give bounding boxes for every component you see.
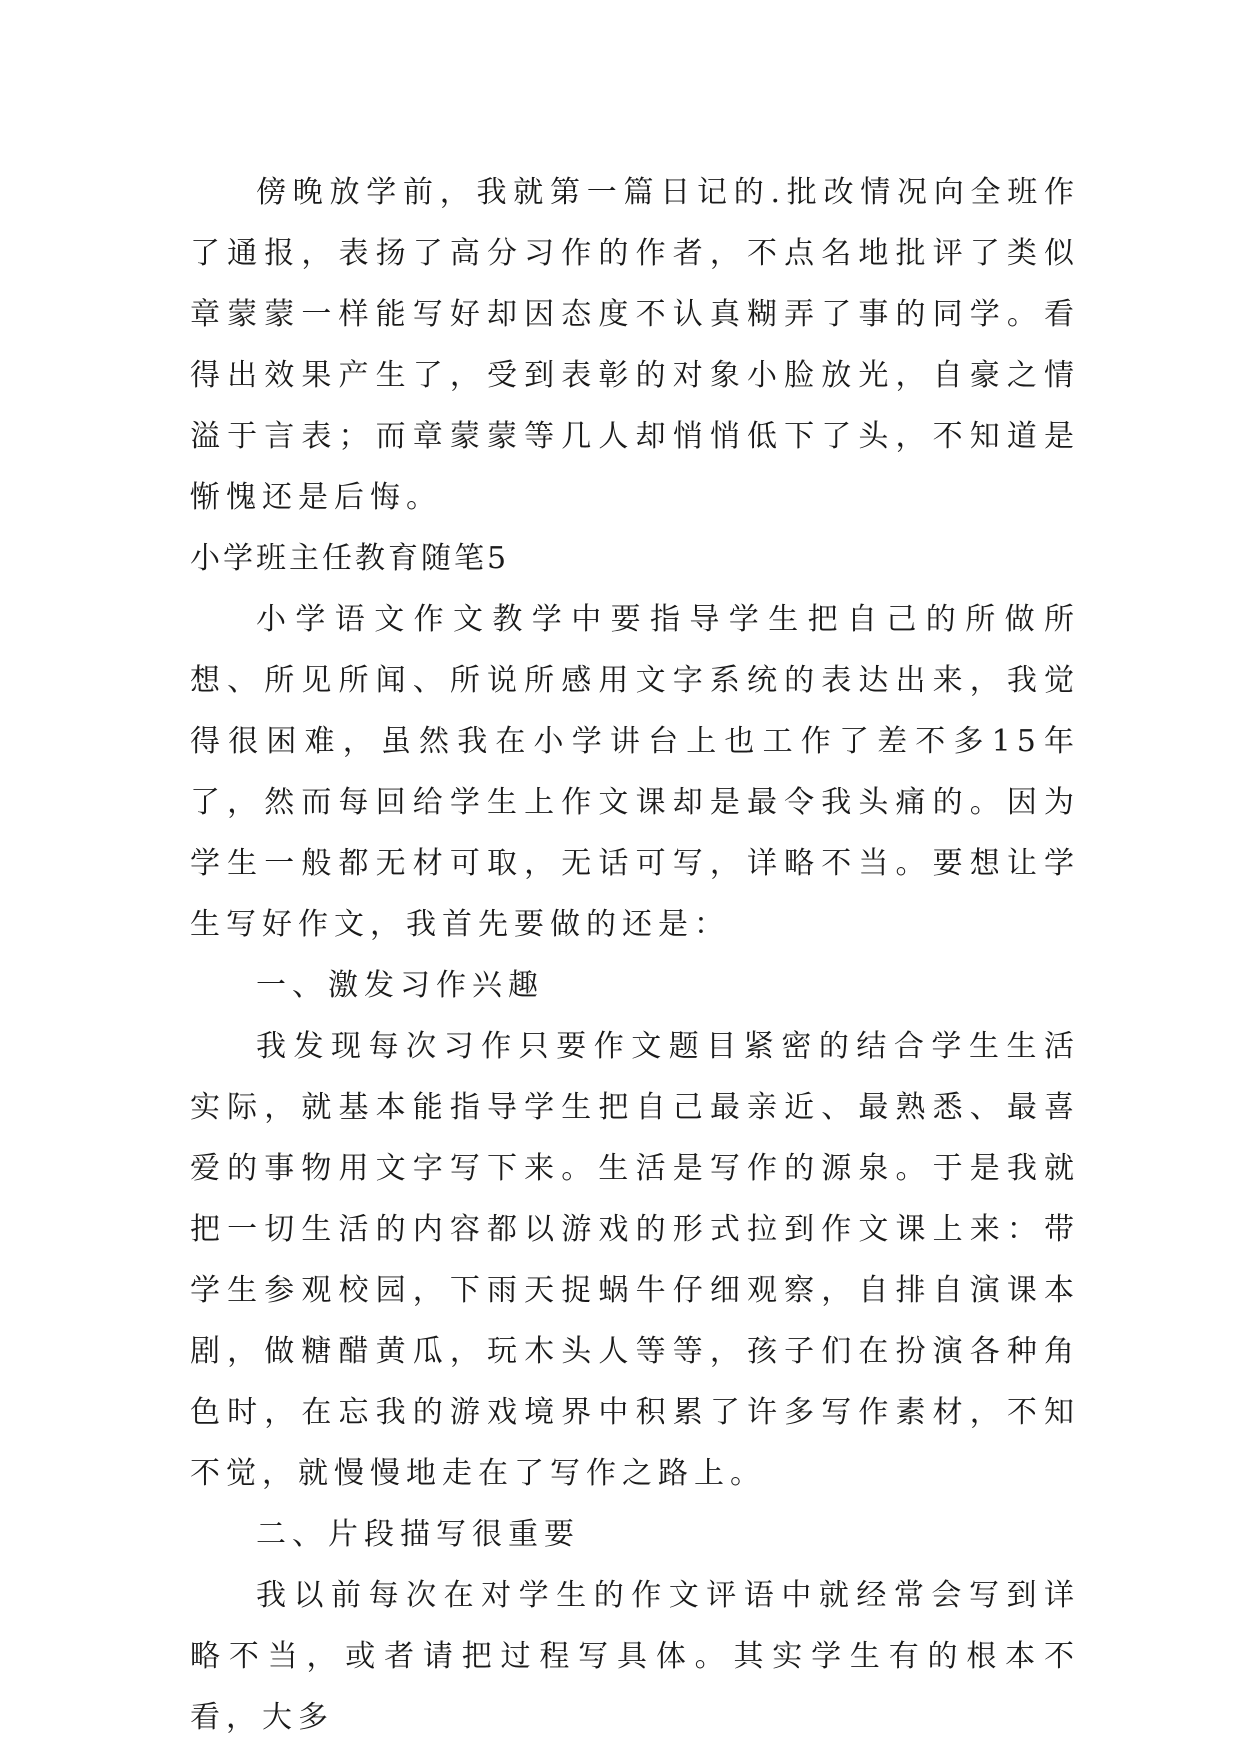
section-heading-1: 一、激发习作兴趣 bbox=[256, 968, 544, 1003]
section-heading-2: 二、片段描写很重要 bbox=[256, 1517, 580, 1552]
paragraph-evening-report: 傍晚放学前，我就第一篇日记的.批改情况向全班作了通报，表扬了高分习作的作者，不点名地批评了类似章蒙蒙一样能写好却因态度不认真糊弄了事的同学。看得出效果产生了，受到表彰的对象小脸放光，自豪之情溢于言表；而章蒙蒙等几人却悄悄低下了头，不知道是惭愧还是后悔。 bbox=[190, 175, 1080, 515]
paragraph-interest: 我发现每次习作只要作文题目紧密的结合学生生活实际，就基本能指导学生把自己最亲近、最熟悉、最喜爱的事物用文字写下来。生活是写作的源泉。于是我就把一切生活的内容都以游戏的形式拉到作文课上来：带学生参观校园，下雨天捉蜗牛仔细观察，自排自演课本剧，做糖醋黄瓜，玩木头人等等，孩子们在扮演各种角色时，在忘我的游戏境界中积累了许多写作素材，不知不觉，就慢慢地走在了写作之路上。 bbox=[190, 1029, 1080, 1491]
document-body bbox=[190, 162, 1080, 1748]
paragraph-intro: 小学语文作文教学中要指导学生把自己的所做所想、所见所闻、所说所感用文字系统的表达出来，我觉得很困难，虽然我在小学讲台上也工作了差不多15年了，然而每回给学生上作文课却是最令我头痛的。因为学生一般都无材可取，无话可写，详略不当。要想让学生写好作文，我首先要做的还是： bbox=[190, 602, 1080, 942]
essay-title: 小学班主任教育随笔5 bbox=[190, 541, 510, 576]
paragraph-fragment: 我以前每次在对学生的作文评语中就经常会写到详略不当，或者请把过程写具体。其实学生有的根本不看，大多 bbox=[190, 1578, 1080, 1735]
